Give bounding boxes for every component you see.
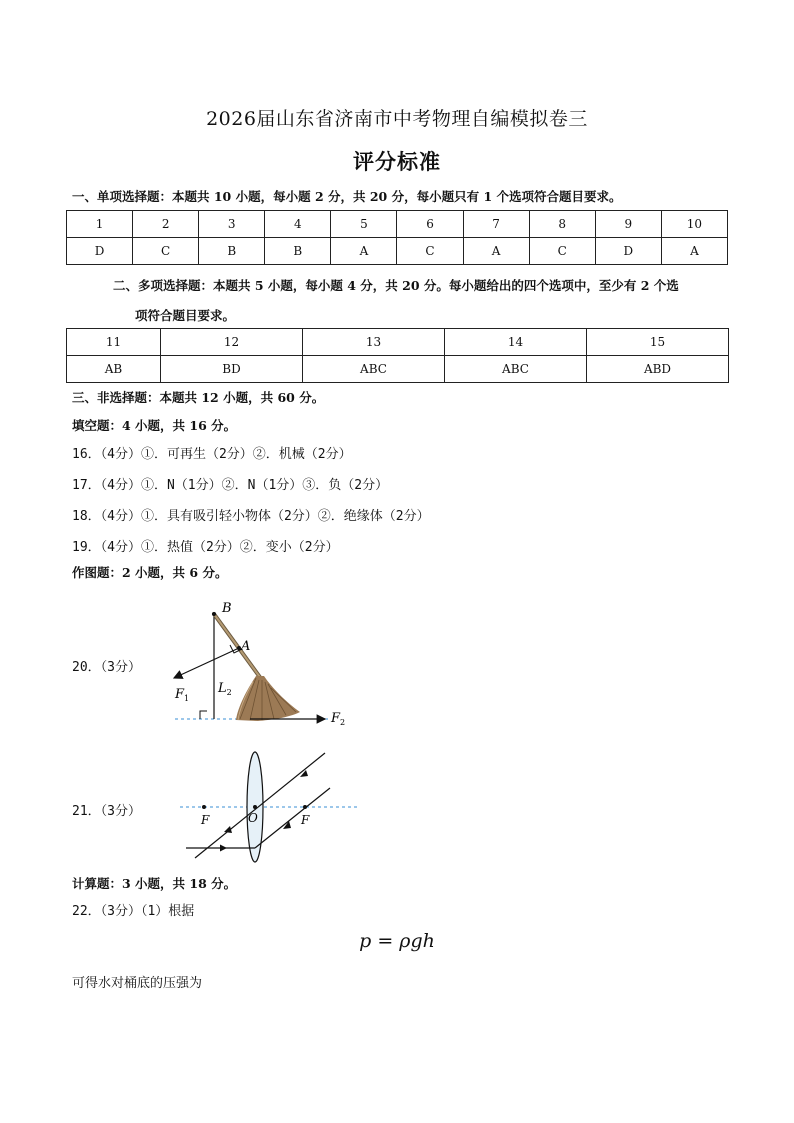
right-angle-marker-bottom bbox=[200, 711, 207, 719]
table-cell: 9 bbox=[595, 211, 661, 238]
table-cell: 5 bbox=[331, 211, 397, 238]
table-cell: A bbox=[331, 238, 397, 265]
label-f-left: F bbox=[201, 813, 210, 827]
table-cell: 10 bbox=[661, 211, 727, 238]
table-cell: 3 bbox=[199, 211, 265, 238]
section1-heading: 一、单项选择题：本题共 10 小题，每小题 2 分，共 20 分，每小题只有 1 个选项符合题目要求。 bbox=[72, 189, 622, 204]
lens-ray-figure bbox=[180, 748, 365, 868]
label-f-right: F bbox=[301, 813, 310, 827]
table-cell: 12 bbox=[161, 329, 303, 356]
table-cell: 14 bbox=[445, 329, 587, 356]
focus-point-right bbox=[303, 805, 307, 809]
section2-answer-table bbox=[66, 328, 729, 383]
focus-point-left bbox=[202, 805, 206, 809]
point-b bbox=[212, 612, 216, 616]
table-cell: A bbox=[463, 238, 529, 265]
drawing-heading: 作图题：2 小题，共 6 分。 bbox=[72, 565, 228, 580]
section1-number-row bbox=[67, 211, 728, 238]
table-cell: 15 bbox=[587, 329, 729, 356]
table-cell: 4 bbox=[265, 211, 331, 238]
broom-head bbox=[236, 676, 300, 721]
after-formula-text: 可得水对桶底的压强为 bbox=[72, 976, 203, 991]
table-cell: C bbox=[529, 238, 595, 265]
label-f1: $F_1$ bbox=[175, 687, 190, 703]
section2-answer-row bbox=[67, 356, 729, 383]
table-cell: ABC bbox=[303, 356, 445, 383]
table-cell: BD bbox=[161, 356, 303, 383]
section1-answer-table bbox=[66, 210, 728, 265]
pressure-formula: p = ρgh bbox=[359, 930, 435, 952]
broom-lever-figure bbox=[160, 598, 370, 733]
answer-line-20: 20．（3分） bbox=[72, 660, 141, 675]
table-cell: ABD bbox=[587, 356, 729, 383]
refracted-ray-through-focus bbox=[255, 788, 330, 848]
table-cell: 8 bbox=[529, 211, 595, 238]
section2-heading-line2: 项符合题目要求。 bbox=[135, 308, 236, 323]
answer-line-19: 19．（4分）①．热值（2分）②．变小（2分） bbox=[72, 540, 339, 555]
force-f1-arrow bbox=[174, 648, 239, 678]
label-o: O bbox=[248, 811, 258, 825]
answer-line-17: 17．（4分）①．N（1分）②．N（1分）③．负（2分） bbox=[72, 478, 389, 493]
answer-line-18: 18．（4分）①．具有吸引轻小物体（2分）②．绝缘体（2分） bbox=[72, 509, 430, 524]
table-cell: A bbox=[661, 238, 727, 265]
label-a: A bbox=[241, 639, 251, 654]
answer-line-21: 21．（3分） bbox=[72, 804, 141, 819]
table-cell: 7 bbox=[463, 211, 529, 238]
section2-number-row bbox=[67, 329, 729, 356]
table-cell: AB bbox=[67, 356, 161, 383]
label-f2: $F_2$ bbox=[331, 711, 346, 727]
answer-line-16: 16．（4分）①．可再生（2分）②．机械（2分） bbox=[72, 447, 352, 462]
optical-center-point bbox=[253, 805, 257, 809]
table-cell: C bbox=[133, 238, 199, 265]
table-cell: ABC bbox=[445, 356, 587, 383]
table-cell: D bbox=[595, 238, 661, 265]
table-cell: B bbox=[199, 238, 265, 265]
table-cell: 13 bbox=[303, 329, 445, 356]
answer-line-22: 22．（3分）（1）根据 bbox=[72, 904, 195, 919]
document-title: 2026届山东省济南市中考物理自编模拟卷三 bbox=[206, 108, 588, 130]
table-cell: 1 bbox=[67, 211, 133, 238]
label-b: B bbox=[222, 601, 232, 616]
table-cell: 11 bbox=[67, 329, 161, 356]
table-cell: 2 bbox=[133, 211, 199, 238]
table-cell: B bbox=[265, 238, 331, 265]
section1-answer-row bbox=[67, 238, 728, 265]
section3-heading: 三、非选择题：本题共 12 小题，共 60 分。 bbox=[72, 390, 325, 405]
calculation-heading: 计算题：3 小题，共 18 分。 bbox=[72, 876, 237, 891]
table-cell: D bbox=[67, 238, 133, 265]
table-cell: C bbox=[397, 238, 463, 265]
label-l2: $L_2$ bbox=[218, 681, 232, 697]
document-subtitle: 评分标准 bbox=[353, 149, 441, 174]
table-cell: 6 bbox=[397, 211, 463, 238]
section2-heading-line1: 二、多项选择题：本题共 5 小题，每小题 4 分，共 20 分。每小题给出的四个选项中，至少有 2 个选 bbox=[113, 278, 679, 293]
fill-blank-heading: 填空题：4 小题，共 16 分。 bbox=[72, 418, 237, 433]
